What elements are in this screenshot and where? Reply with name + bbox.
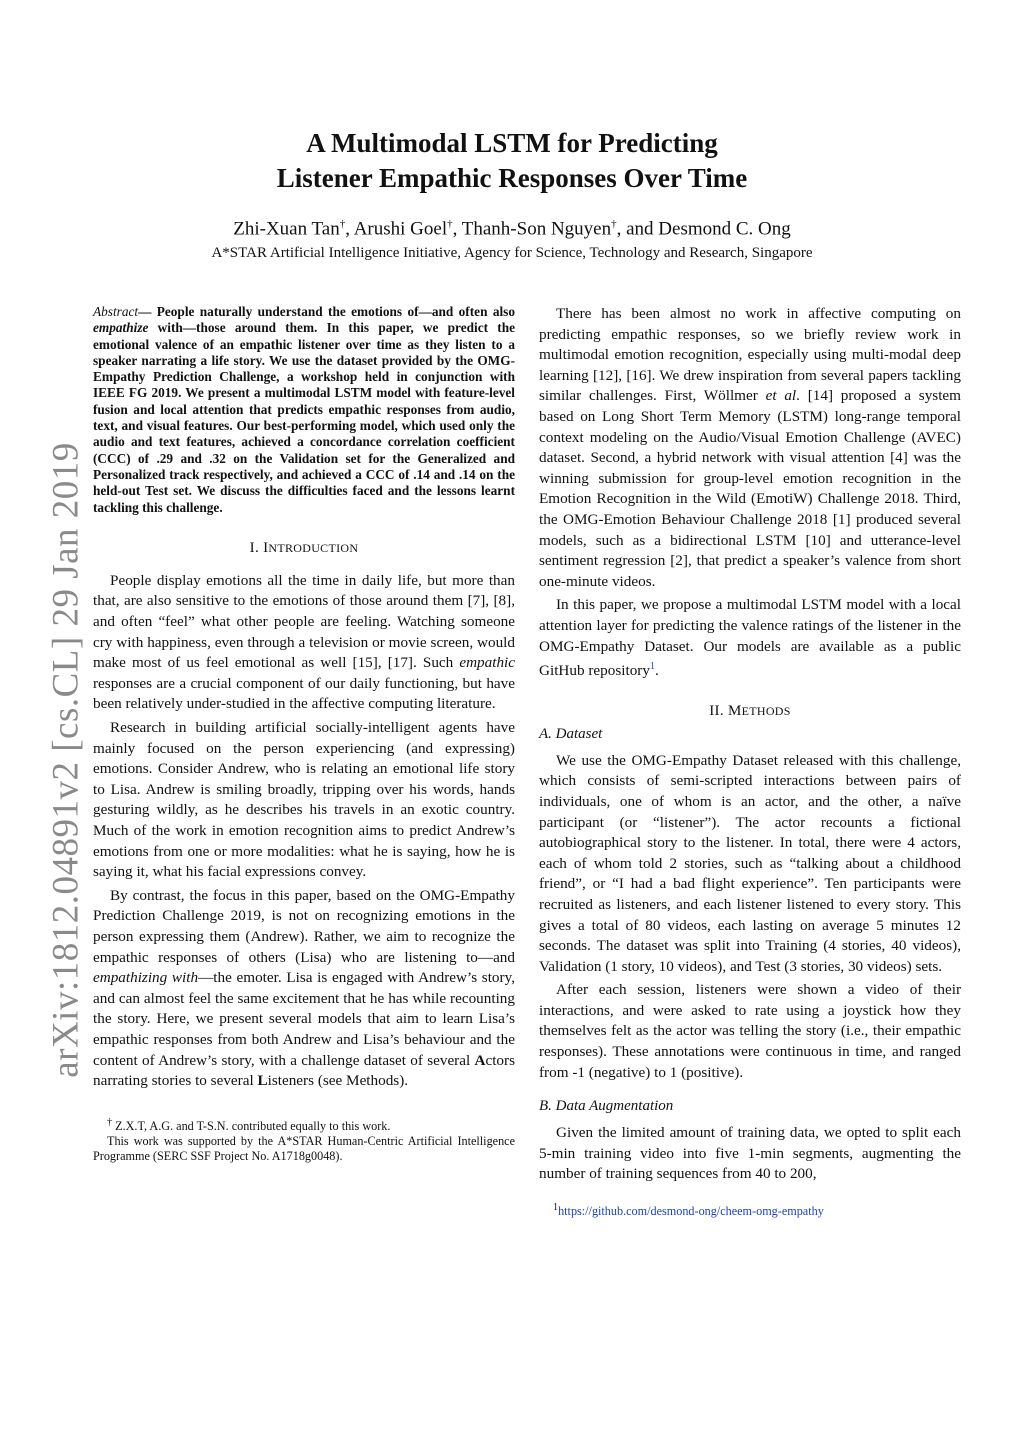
text: In this paper, we propose a multimodal LSTM model with a local attention layer for predicting the valence ratings of the listener in the OMG-Empathy Dataset. Our models are available as a public GitHub repository	[539, 596, 961, 680]
author-2: Arushi Goel	[353, 218, 448, 240]
footnote-marker-link[interactable]: 1	[649, 661, 655, 673]
text: .	[654, 662, 659, 680]
author-sep: ,	[616, 218, 627, 240]
text: . [14] proposed a system based on Long Short Term Memory (LSTM) long-range temporal context modeling on the Audio/Visual Emotion Challenge (AVEC) dataset. Second, a hybrid network with visual attention [4] was the winning submission for group-level emotion recognition in the Emotion Recognition in the Wild (EmotiW) Challenge 2018. Third, the OMG-Emotion Behaviour Challenge 2018 [1] produced several models, such as a bidirectional LSTM [10] and utterance-level sentiment regression [2], that predict a speaker’s valence from short one-minute videos.	[539, 387, 961, 590]
bold-letter: L	[257, 1072, 268, 1090]
github-repository-link[interactable]: https://github.com/desmond-ong/cheem-omg-empathy	[558, 1204, 824, 1219]
intro-paragraph-3	[93, 886, 515, 1092]
text: ctors narrating stories to several	[93, 1051, 515, 1090]
section-initial: I	[263, 539, 269, 556]
text: By contrast, the focus in this paper, based on the OMG-Empathy Prediction Challenge 2019, is not on recognizing emotions in the person expressing them (Andrew). Rather, we aim to recognize the empathic responses of others (Lisa) who are listening to—and	[93, 886, 515, 966]
text: People display emotions all the time in daily life, but more than that, are also sensitive to the emotions of those around them [7], [8], and often “feel” what other people are feeling. Watching someone cry with happiness, even through a television or movie screen, would make most of us feel emotional as well [15], [17]. Such	[93, 571, 515, 672]
proposal-paragraph	[539, 595, 961, 681]
emphasis: empathic	[459, 654, 515, 672]
paper-title	[0, 126, 1024, 196]
right-column	[539, 304, 961, 1219]
footnotes-left	[93, 1115, 515, 1164]
abstract-text-1: People naturally understand the emotions of—and often also	[156, 304, 516, 319]
author-sep: ,	[345, 218, 354, 240]
title-line-2: Listener Empathic Responses Over Time	[276, 163, 748, 193]
abstract-dash: —	[138, 304, 157, 319]
intro-paragraph-1	[93, 571, 515, 715]
abstract-text-2: with—those around them. In this paper, we predict the emotional valence of an empathic listener over time as they listen to a speaker narrating a life story. We use the dataset provided by the OMG-Empathy Prediction Challenge, a workshop held in conjunction with IEEE FG 2019. We present a multimodal LSTM model with feature-level fusion and local attention that predicts empathic responses from audio, text, and visual features. Our best-performing model, which used only the audio and text features, achieved a concordance correlation coefficient (CCC) of .29 and .32 on the Validation set for the Generalized and Personalized track respectively, and achieved a CCC of .14 and .14 on the held-out Test set. We discuss the difficulties faced and the lessons learnt tackling this challenge.	[93, 320, 515, 515]
dagger-mark: †	[339, 218, 346, 230]
author-list	[0, 218, 1024, 240]
dagger-mark: †	[611, 218, 617, 230]
subsection-heading-dataset: A. Dataset	[539, 725, 603, 742]
footnote-funding: This work was supported by the A*STAR Human-Centric Artificial Intelligence Programme (SERC SSF Project No. A1718g0048).	[93, 1133, 515, 1163]
author-4: and Desmond C. Ong	[626, 218, 791, 240]
augmentation-paragraph: Given the limited amount of training data, we opted to split each 5-min training video into five 1-min segments, augmenting the number of training sequences from 40 to 200,	[539, 1124, 961, 1183]
left-column	[93, 304, 515, 1164]
abstract-label: Abstract	[93, 304, 139, 319]
related-work-paragraph	[539, 304, 961, 592]
footnote-right	[539, 1200, 961, 1219]
author-3: Thanh-Son Nguyen	[461, 218, 612, 240]
section-rest: ETHODS	[741, 703, 791, 718]
affiliation: A*STAR Artificial Intelligence Initiative, Agency for Science, Technology and Research, Singapore	[211, 245, 813, 261]
abstract-emphasis: empathize	[93, 320, 149, 336]
intro-paragraph-2: Research in building artificial socially-intelligent agents have mainly focused on the person experiencing (and expressing) emotions. Consider Andrew, who is relating an emotional life story to Lisa. Andrew is smiling broadly, tripping over his words, hands gesturing wildly, as he describes his travels in an exotic country. Much of the work in emotion recognition aims to predict Andrew’s emotions from one or more modalities: what he is saying, how he is saying it, what his facial expressions convey.	[93, 719, 515, 881]
footnote-equal-contribution	[93, 1115, 515, 1134]
arxiv-id: arXiv:1812.04891v2 [cs.CL] 29 Jan 2019	[45, 442, 87, 1078]
dataset-paragraph-1: We use the OMG-Empathy Dataset released with this challenge, which consists of semi-scripted interactions between pairs of individuals, one of whom is an actor, and the other, a naïve participant (or “listener”). The actor recounts a fictional autobiographical story to the listener. In total, there were 4 actors, each of whom told 2 stories, such as “talking about a childhood friend”, or “I had a bad flight experience”. Ten participants were recruited as listeners, and each listener listened to every story. This gives a total of 80 videos, each lasting on average 5 minutes 12 seconds. The dataset was split into Training (4 stories, 40 videos), Validation (1 story, 10 videos), and Test (3 stories, 30 videos) sets.	[539, 751, 961, 975]
text: responses are a crucial component of our daily functioning, but have been relatively under-studied in the affective computing literature.	[93, 674, 515, 713]
abstract	[93, 304, 515, 516]
title-line-1: A Multimodal LSTM for Predicting	[306, 128, 718, 158]
section-rest: NTRODUCTION	[268, 540, 359, 555]
dagger-mark: †	[447, 218, 453, 230]
dagger-mark: †	[107, 1116, 113, 1128]
emphasis: et al	[765, 387, 797, 405]
section-number: I.	[249, 539, 264, 556]
dataset-paragraph-2: After each session, listeners were shown a video of their interactions, and were asked to rate using a joystick how they themselves felt as the actor was telling the story (i.e., their empathic responses). These annotations were continuous in time, and ranged from -1 (negative) to 1 (positive).	[539, 981, 961, 1081]
footnote-number: 1	[553, 1202, 559, 1214]
section-heading-introduction	[93, 540, 515, 557]
section-number: II.	[709, 702, 728, 719]
author-sep: ,	[452, 218, 462, 240]
text: There has been almost no work in affective computing on predicting empathic responses, so we briefly review work in multimodal emotion recognition, especially using multi-modal deep learning [12], [16]. We drew inspiration from several papers tackling similar challenges. First, Wöllmer	[539, 305, 961, 405]
text: Z.X.T, A.G. and T-S.N. contributed equally to this work.	[112, 1118, 391, 1133]
emphasis: empathizing with	[93, 969, 199, 987]
bold-letter: A	[474, 1051, 486, 1069]
section-heading-methods	[539, 703, 961, 720]
text: isteners (see Methods).	[267, 1072, 409, 1090]
text: —the emoter. Lisa is engaged with Andrew’s story, and can almost feel the same excitement that he has while recounting the story. Here, we present several models that aim to learn Lisa’s empathic responses from both Andrew and Lisa’s behaviour and the content of Andrew’s story, with a challenge dataset of several	[93, 969, 515, 1069]
section-initial: M	[727, 702, 742, 719]
subsection-heading-data-augmentation: B. Data Augmentation	[539, 1098, 674, 1115]
author-1: Zhi-Xuan Tan	[233, 218, 340, 240]
